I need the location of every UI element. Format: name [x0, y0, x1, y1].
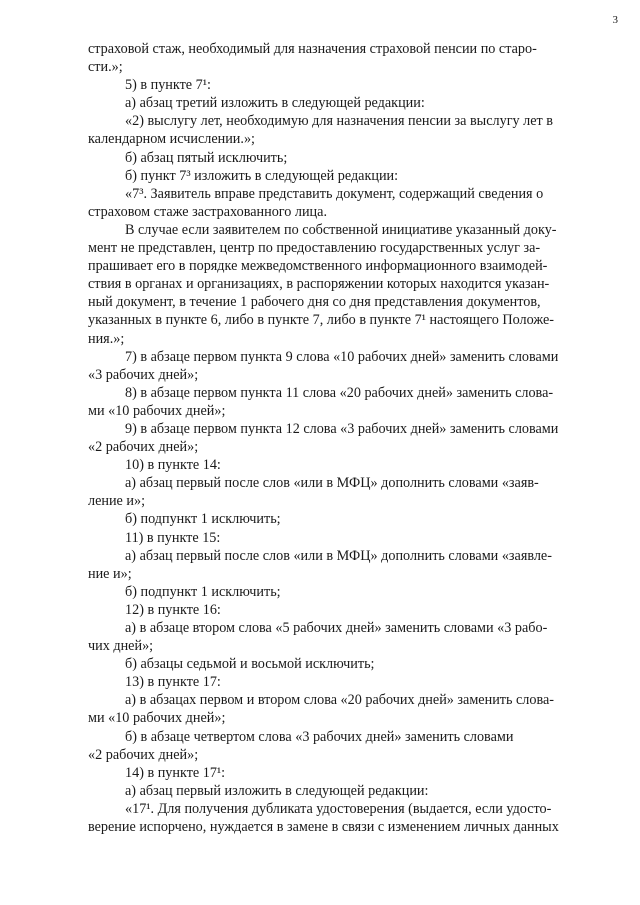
paragraph: «17¹. Для получения дубликата удостоверения (выдается, если удосто- верение испорчено, нуждается в замене в связи с изменением личных данных — [88, 800, 559, 836]
page-number: 3 — [612, 14, 618, 26]
paragraph: 8) в абзаце первом пункта 11 слова «20 рабочих дней» заменить слова- ми «10 рабочих дней»; — [88, 384, 554, 419]
paragraph: а) абзац первый изложить в следующей редакции: — [125, 782, 429, 799]
paragraph: страховой стаж, необходимый для назначения страховой пенсии по старо- сти.»; — [88, 41, 537, 76]
paragraph: б) подпункт 1 исключить; — [125, 583, 281, 600]
paragraph: а) в абзацах первом и втором слова «20 рабочих дней» заменить слова- ми «10 рабочих дней»; — [88, 692, 555, 727]
paragraph: б) в абзаце четвертом слова «3 рабочих дней» заменить словами «2 рабочих дней»; — [88, 728, 514, 763]
paragraph: б) абзац пятый исключить; — [125, 149, 288, 166]
paragraph: б) пункт 7³ изложить в следующей редакции: — [125, 167, 399, 184]
paragraph: а) в абзаце втором слова «5 рабочих дней» заменить словами «3 рабо- чих дней»; — [88, 620, 548, 655]
paragraph: б) абзацы седьмой и восьмой исключить; — [125, 656, 375, 673]
paragraph: 5) в пункте 7¹: — [125, 77, 211, 94]
paragraph: 7) в абзаце первом пункта 9 слова «10 рабочих дней» заменить словами «3 рабочих дней»; — [88, 348, 559, 383]
paragraph: а) абзац первый после слов «или в МФЦ» дополнить словами «заяв- ление и»; — [88, 475, 539, 510]
paragraph: 9) в абзаце первом пункта 12 слова «3 рабочих дней» заменить словами «2 рабочих дней»; — [88, 420, 559, 456]
paragraph: 11) в пункте 15: — [125, 529, 221, 546]
paragraph: В случае если заявителем по собственной инициативе указанный доку- мент не представлен, центр по предоставлению государственных услуг за- прашивает его в порядке межведомственного информационного взаимодей- ствия в органах и организациях, в распоряжении которых находится указан- ный документ, в течение 1 рабочего дня со дня представления документов, указанных в пункте 6, либо в пункте 7, либо в пункте 7¹ настоящего Положе- ния.»; — [88, 221, 557, 347]
paragraph: «2) выслугу лет, необходимую для назначения пенсии за выслугу лет в календарном исчислении.»; — [88, 113, 553, 148]
paragraph: а) абзац первый после слов «или в МФЦ» дополнить словами «заявле- ние и»; — [88, 547, 552, 582]
paragraph: 10) в пункте 14: — [125, 457, 221, 474]
paragraph: 14) в пункте 17¹: — [125, 764, 226, 781]
paragraph: 12) в пункте 16: — [125, 601, 221, 618]
document-body — [88, 40, 593, 836]
paragraph: б) подпункт 1 исключить; — [125, 511, 281, 528]
paragraph: «7³. Заявитель вправе представить документ, содержащий сведения о страховом стаже застрахованного лица. — [88, 185, 544, 220]
paragraph: 13) в пункте 17: — [125, 674, 221, 691]
paragraph: а) абзац третий изложить в следующей редакции: — [125, 95, 425, 112]
